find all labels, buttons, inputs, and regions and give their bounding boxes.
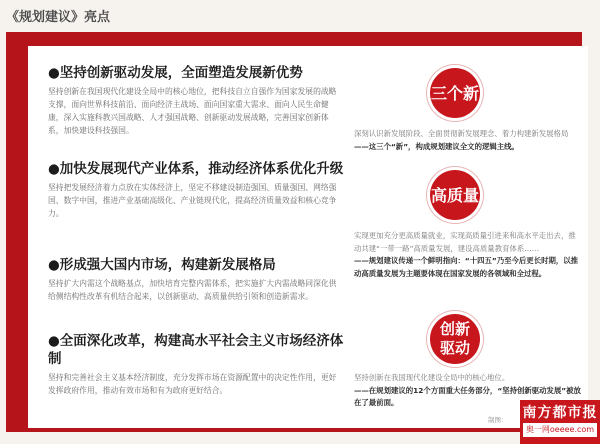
- content-card: [28, 46, 588, 428]
- badge-text: 坚持创新在我国现代化建设全局中的核心地位。: [354, 373, 510, 382]
- section-body: 坚持创新在我国现代化建设全局中的核心地位，把科技自立自强作为国家发展的战略支撑，面向世界科技前沿、面向经济主战场、面向国家重大需求、面向人民生命健康，深入实施科教兴国战略、人才强国战略、创新驱动发展战略，完善国家创新体系，加快建设科技强国。: [48, 87, 337, 135]
- logo-site: 奥一网oeeee.com: [523, 423, 597, 437]
- section-body: 坚持和完善社会主义基本经济制度，充分发挥市场在资源配置中的决定性作用，更好发挥政府作用，推动有效市场和有为政府更好结合。: [48, 373, 337, 395]
- badge-three-new: 三个新: [430, 68, 480, 118]
- badge-emphasis: ——这三个“新”，构成规划建议全文的逻辑主线。: [354, 141, 519, 151]
- section-title: ●全面深化改革，构建高水平社会主义市场经济体制: [48, 333, 344, 367]
- badge-high-quality: 高质量: [430, 170, 480, 220]
- badge-text: 实现更加充分更高质量就业，实现高质量引进来和高水平走出去，推动共建“一带一路”高质量发展，建设高质量教育体系……: [354, 231, 576, 253]
- section-body: 坚持把发展经济着力点放在实体经济上，坚定不移建设制造强国、质量强国、网络强国、数字中国，推进产业基础高级化、产业链现代化，提高经济质量效益和核心竞争力。: [48, 183, 337, 218]
- badge-emphasis: ——规划建议传递一个鲜明指向：“十四五”乃至今后更长时期，以推动高质量发展为主题要体现在国家发展的各领域和全过程。: [354, 256, 579, 278]
- section-title: ●加快发展现代产业体系，推动经济体系优化升级: [48, 161, 344, 177]
- badge-emphasis: ——在规划建议的12个方面重大任务部分，“坚持创新驱动发展”被放在了最前面。: [354, 385, 581, 407]
- section-domestic-market: [48, 256, 344, 303]
- badge-three-new-text: [354, 128, 582, 153]
- badge-text: 深刻认识新发展阶段、全面贯彻新发展理念、着力构建新发展格局: [354, 129, 569, 138]
- section-body: 坚持扩大内需这个战略基点，加快培育完整内需体系，把实施扩大内需战略同深化供给侧结构性改革有机结合起来，以创新驱动、高质量供给引领和创造新需求。: [48, 279, 337, 301]
- section-innovation: [48, 64, 344, 137]
- credit-label: 制图：: [488, 416, 508, 424]
- badge-innovation-driven: 创新驱动: [430, 314, 480, 364]
- page-title: 《规划建议》亮点: [6, 10, 111, 25]
- section-title: ●坚持创新驱动发展，全面塑造发展新优势: [48, 65, 303, 81]
- section-reform: [48, 332, 344, 397]
- newspaper-logo: [520, 400, 600, 444]
- badge-high-quality-text: [354, 230, 582, 280]
- logo-name: 南方都市报: [522, 405, 598, 421]
- section-industry: [48, 160, 344, 220]
- section-title: ●形成强大国内市场，构建新发展格局: [48, 257, 276, 273]
